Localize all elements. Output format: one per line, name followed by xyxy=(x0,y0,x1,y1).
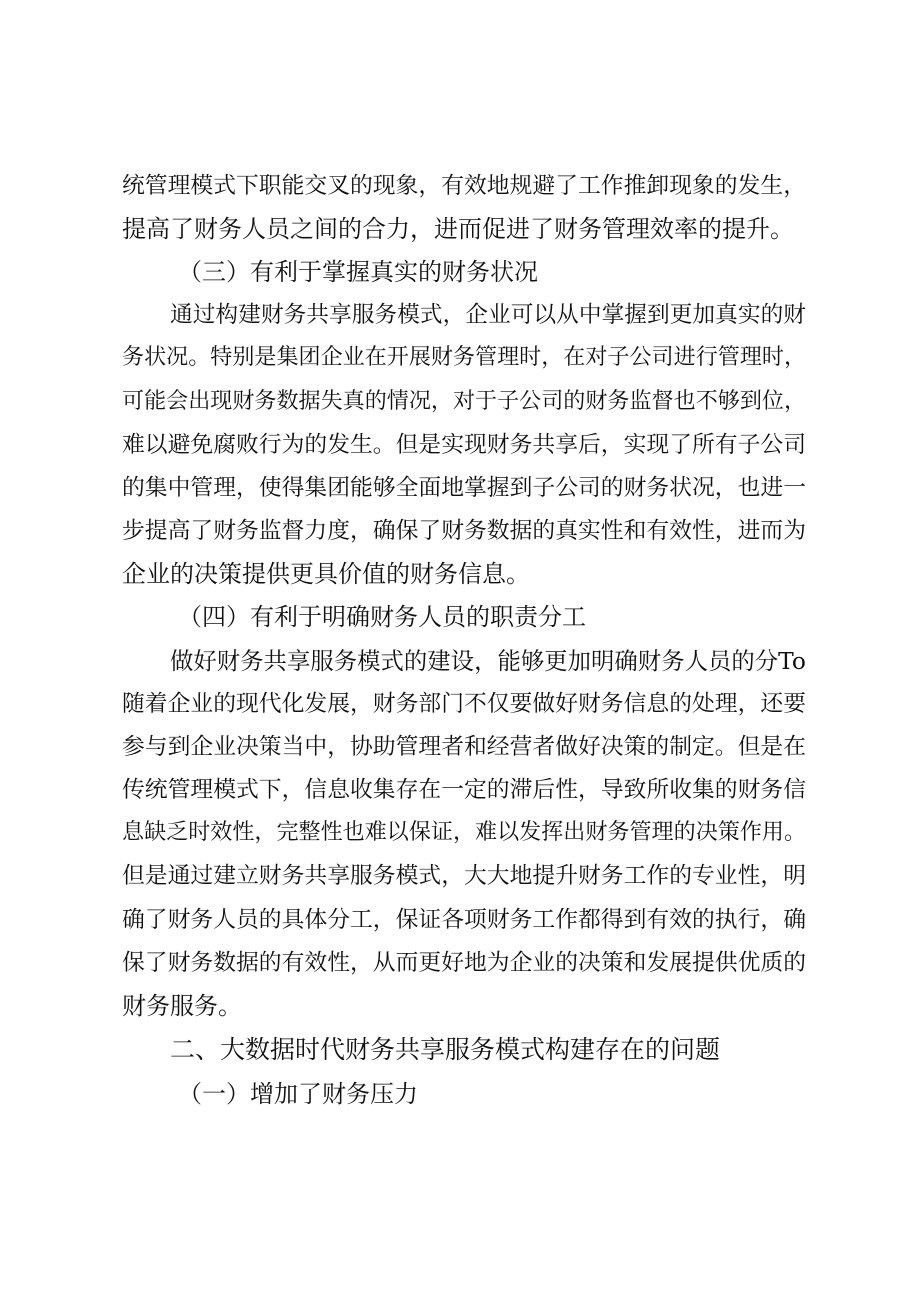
body-line: 务状况。特别是集团企业在开展财务管理时，在对子公司进行管理时， xyxy=(122,345,806,370)
body-line: 参与到企业决策当中，协助管理者和经营者做好决策的制定。但是在 xyxy=(122,734,806,760)
body-line: 确了财务人员的具体分工，保证各项财务工作都得到有效的执行，确 xyxy=(122,907,806,933)
body-line: 的集中管理，使得集团能够全面地掌握到子公司的财务状况，也进一 xyxy=(122,475,806,501)
body-line: 步提高了财务监督力度，确保了财务数据的真实性和有效性，进而为 xyxy=(122,518,806,544)
section-subheading: （四）有利于明确财务人员的职责分工 xyxy=(178,603,586,631)
body-line: 传统管理模式下，信息收集存在一定的滞后性，导致所收集的财务信 xyxy=(122,777,806,803)
paragraph-first-line: 做好财务共享服务模式的建设，能够更加明确财务人员的分To xyxy=(170,647,806,675)
section-subheading: （三）有利于掌握真实的财务状况 xyxy=(178,258,538,286)
body-line: 随着企业的现代化发展，财务部门不仅要做好财务信息的处理，还要 xyxy=(122,691,806,717)
body-line: 难以避免腐败行为的发生。但是实现财务共享后，实现了所有子公司 xyxy=(122,432,806,458)
body-line: 统管理模式下职能交叉的现象，有效地规避了工作推卸现象的发生， xyxy=(122,173,806,199)
body-line: 企业的决策提供更具价值的财务信息。 xyxy=(122,560,530,588)
body-line: 财务服务。 xyxy=(122,992,242,1020)
body-line: 提高了财务人员之间的合力，进而促进了财务管理效率的提升。 xyxy=(122,215,794,243)
body-line: 可能会出现财务数据失真的情况，对于子公司的财务监督也不够到位， xyxy=(122,389,806,414)
section-subheading: （一）增加了财务压力 xyxy=(178,1080,418,1108)
section-heading: 二、大数据时代财务共享服务模式构建存在的问题 xyxy=(170,1035,721,1064)
body-line: 但是通过建立财务共享服务模式，大大地提升财务工作的专业性，明 xyxy=(122,863,806,889)
body-line: 息缺乏时效性，完整性也难以保证，难以发挥出财务管理的决策作用。 xyxy=(122,820,806,845)
body-line: 保了财务数据的有效性，从而更好地为企业的决策和发展提供优质的 xyxy=(122,950,806,976)
paragraph-first-line: 通过构建财务共享服务模式，企业可以从中掌握到更加真实的财 xyxy=(170,302,806,328)
